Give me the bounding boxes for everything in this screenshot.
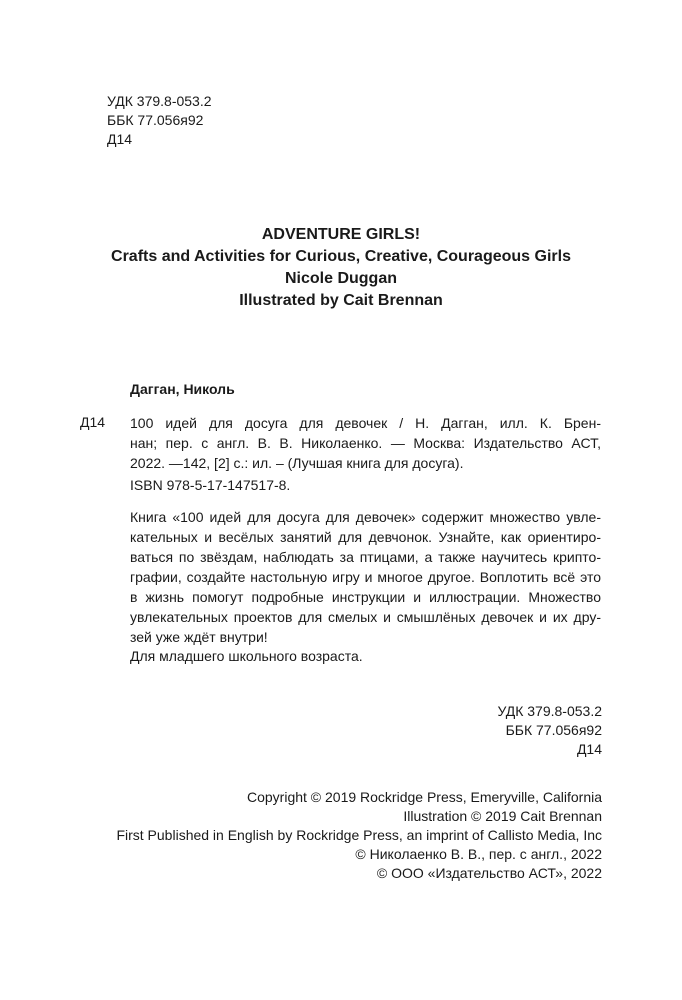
author-heading: Дагган, Николь bbox=[130, 381, 235, 397]
annotation bbox=[130, 507, 601, 647]
biblio-line: нан; пер. с англ. В. В. Николаенко. — Москва: Издательство АСТ, bbox=[130, 435, 601, 451]
copyright-line: Illustration © 2019 Cait Brennan bbox=[403, 808, 602, 824]
annotation-line: ваться по звёздам, наблюдать за птицами, а также научитесь крипто- bbox=[130, 549, 601, 565]
copyright-line: © Николаенко В. В., пер. с англ., 2022 bbox=[355, 846, 602, 862]
copyright-line: © ООО «Издательство АСТ», 2022 bbox=[376, 865, 602, 881]
udk-code: УДК 379.8-053.2 bbox=[107, 93, 212, 109]
bottom-classification-codes bbox=[497, 702, 602, 759]
bbk-code: ББК 77.056я92 bbox=[107, 112, 204, 128]
isbn: ISBN 978-5-17-147517-8. bbox=[130, 477, 291, 493]
book-illustrator: Illustrated by Cait Brennan bbox=[239, 292, 443, 309]
author-sign-code: Д14 bbox=[107, 131, 133, 147]
book-author: Nicole Duggan bbox=[284, 270, 397, 287]
annotation-line: в жизнь помогут подробные инструкции и иллюстрации. Множество bbox=[130, 589, 601, 605]
book-title: ADVENTURE GIRLS! bbox=[261, 226, 421, 243]
annotation-line: графии, создайте настольную игру и многое другое. Воплотить всё это bbox=[130, 569, 601, 585]
copyright-line: Copyright © 2019 Rockridge Press, Emeryville, California bbox=[246, 789, 602, 805]
author-sign-code: Д14 bbox=[576, 741, 602, 757]
copyright-line: First Published in English by Rockridge Press, an imprint of Callisto Media, Inc bbox=[116, 827, 602, 843]
bbk-code: ББК 77.056я92 bbox=[505, 722, 602, 738]
biblio-line: 100 идей для досуга для девочек / Н. Дагган, илл. К. Брен- bbox=[130, 415, 601, 431]
annotation-line: Книга «100 идей для досуга для девочек» содержит множество увле- bbox=[130, 509, 601, 525]
top-classification-codes bbox=[107, 92, 212, 149]
udk-code: УДК 379.8-053.2 bbox=[497, 703, 602, 719]
author-sign: Д14 bbox=[80, 414, 106, 430]
annotation-line: кательных и весёлых занятий для девчонок. Узнайте, как ориентиро- bbox=[130, 529, 601, 545]
bibliographic-description bbox=[130, 413, 601, 473]
book-subtitle: Crafts and Activities for Curious, Creative, Courageous Girls bbox=[111, 248, 571, 265]
annotation-line: зей уже ждёт внутри! bbox=[130, 629, 268, 645]
biblio-line: 2022. —142, [2] с.: ил. – (Лучшая книга для досуга). bbox=[130, 455, 464, 471]
annotation-line: увлекательных проектов для смелых и смышлёных девочек и их дру- bbox=[130, 609, 601, 625]
copyright-block bbox=[116, 788, 602, 883]
original-title-block bbox=[0, 224, 682, 312]
age-note: Для младшего школьного возраста. bbox=[130, 648, 363, 664]
